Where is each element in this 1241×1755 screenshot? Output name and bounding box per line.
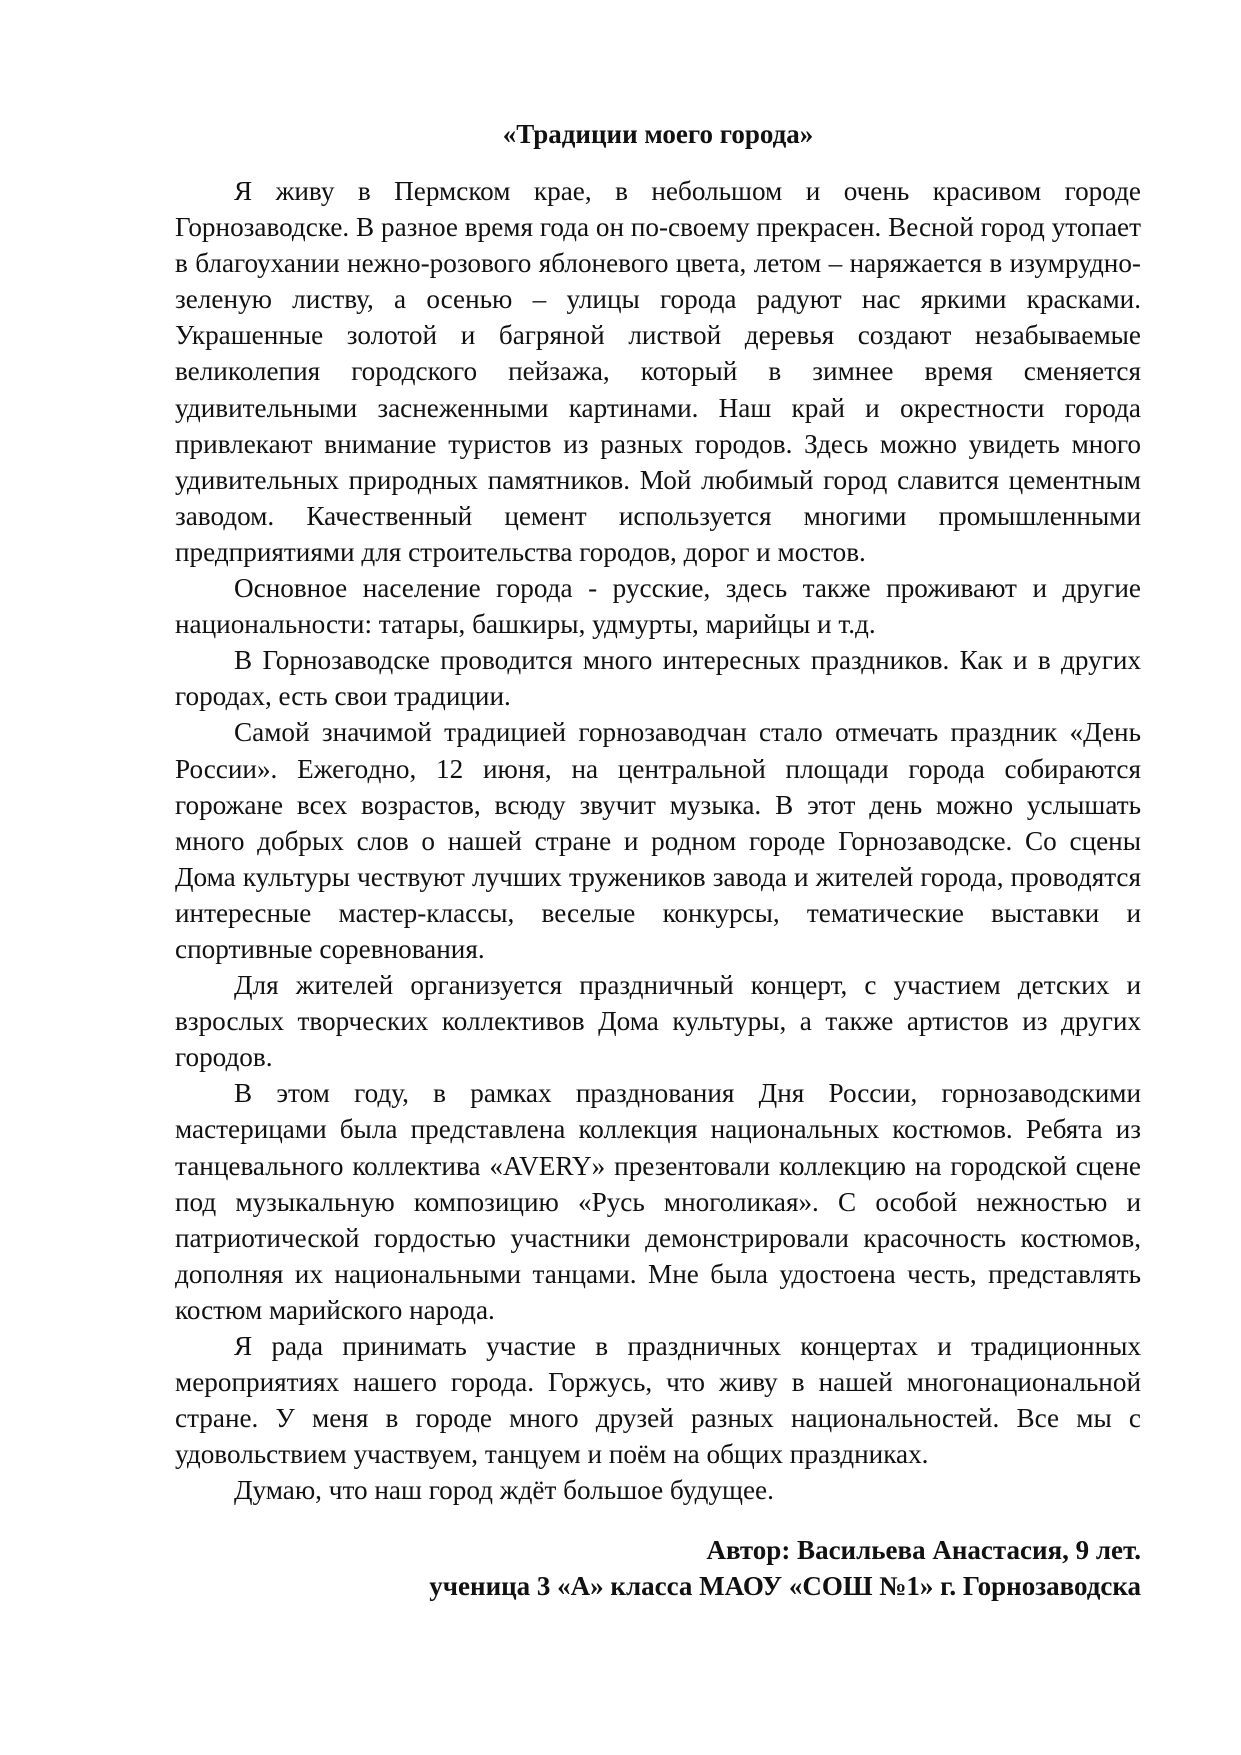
paragraph: Самой значимой традицией горнозаводчан стало отмечать праздник «День России». Ежегодно, 12 июня, на центральной площади города собираются горожане всех возрастов, всюду звучит музыка. В этот день можно услышать много добрых слов о нашей стране и родном городе Горнозаводске. Со сцены Дома культуры чествуют лучших тружеников завода и жителей города, проводятся интересные мастер-классы, веселые конкурсы, тематические выставки и спортивные соревнования.	[175, 717, 1141, 964]
document-body	[175, 173, 1141, 1508]
paragraph: Я живу в Пермском крае, в небольшом и очень красивом городе Горнозаводске. В разное время года он по-своему прекрасен. Весной город утопает в благоухании нежно-розового яблоневого цвета, летом – наряжается в изумрудно-зеленую листву, а осенью – улицы города радуют нас яркими красками. Украшенные золотой и багряной листвой деревья создают незабываемые великолепия городского пейзажа, который в зимнее время сменяется удивительными заснеженными картинами. Наш край и окрестности города привлекают внимание туристов из разных городов. Здесь можно увидеть много удивительных природных памятников. Мой любимый город славится цементным заводом. Качественный цемент используется многими промышленными предприятиями для строительства городов, дорог и мостов.	[175, 176, 1141, 567]
signature-author: Автор: Васильева Анастасия, 9 лет.	[706, 1535, 1141, 1565]
document-title: «Традиции моего города»	[502, 119, 814, 149]
paragraph: Думаю, что наш город ждёт большое будущее.	[234, 1475, 774, 1506]
paragraph: Я рада принимать участие в праздничных концертах и традиционных мероприятиях нашего города. Горжусь, что живу в нашей многонациональной стране. У меня в городе много друзей разных национальностей. Все мы с удовольствием участвуем, танцуем и поём на общих праздниках.	[175, 1331, 1141, 1470]
signature-block	[175, 1532, 1141, 1604]
paragraph: Основное население города - русские, здесь также проживают и другие национальности: татары, башкиры, удмурты, марийцы и т.д.	[175, 573, 1141, 640]
paragraph: В этом году, в рамках празднования Дня России, горнозаводскими мастерицами была представлена коллекция национальных костюмов. Ребята из танцевального коллектива «AVERY» презентовали коллекцию на городской сцене под музыкальную композицию «Русь многоликая». С особой нежностью и патриотической гордостью участники демонстрировали красочность костюмов, дополняя их национальными танцами. Мне была удостоена честь, представлять костюм марийского народа.	[175, 1078, 1141, 1325]
paragraph: В Горнозаводске проводится много интересных праздников. Как и в других городах, есть свои традиции.	[175, 645, 1141, 712]
paragraph: Для жителей организуется праздничный концерт, с участием детских и взрослых творческих коллективов Дома культуры, а также артистов из других городов.	[175, 970, 1141, 1073]
signature-affiliation: ученица 3 «А» класса МАОУ «СОШ №1» г. Горнозаводска	[429, 1571, 1141, 1601]
